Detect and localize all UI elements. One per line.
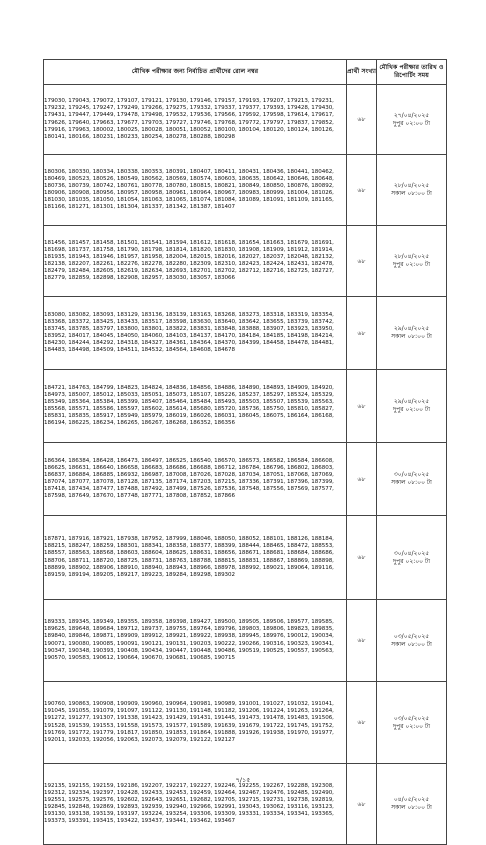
viva-date: ৩০/০৪/২০২৫ bbox=[393, 549, 430, 557]
viva-date: ২৯/০৪/২০২৫ bbox=[393, 325, 430, 332]
table-row bbox=[44, 516, 447, 600]
viva-date: ০৩/০৫/২০২৫ bbox=[393, 714, 430, 722]
viva-date: ০৪/০৫/২০২৫ bbox=[393, 796, 430, 803]
table-row bbox=[44, 226, 447, 297]
schedule-cell bbox=[377, 370, 447, 443]
reporting-time: দুপুর ০২:০০ টা bbox=[393, 557, 430, 565]
schedule-cell bbox=[377, 600, 447, 682]
roll-numbers-cell: 189333, 189345, 189349, 189355, 189358, 189398, 189427, 189500, 189505, 189506, 189577, 189585, 189625, 189648, 189684, 189712, 189737, 189755, 189764, 189796, 189803, 189806, 189823, 189835, 189840, 189846, 189871, 189909, 189912, 189921, 189922, 189938, 189945, 189976, 190012, 190034, 190071, 190080, 190085, 190091, 190121, 190131, 190203, 190222, 190266, 190316, 190323, 190341, 190347, 190348, 190393, 190408, 190434, 190447, 190448, 190486, 190519, 190525, 190557, 190563, 190570, 190583, 190612, 190664, 190670, 190681, 190685, 190715 bbox=[44, 600, 347, 682]
table-header-row bbox=[44, 60, 447, 85]
viva-date: ২৭/০৪/২০২৫ bbox=[393, 111, 430, 119]
table-row bbox=[44, 155, 447, 226]
candidate-count-cell: ৬৮ bbox=[347, 764, 377, 845]
table-row bbox=[44, 370, 447, 443]
schedule-cell bbox=[377, 155, 447, 226]
candidate-count-cell: ৬৮ bbox=[347, 516, 377, 600]
roll-numbers-cell: 183080, 183082, 183093, 183129, 183136, 183139, 183163, 183268, 183273, 183318, 183319, 183354, 183368, 183372, 183425, 183433, 183517, 183598, 183630, 183640, 183642, 183655, 183739, 183742, 183745, 183785, 183797, 183800, 183801, 183822, 183831, 183848, 183888, 183907, 183923, 183950, 183952, 184017, 184045, 184050, 184060, 184103, 184137, 184170, 184184, 184185, 184198, 184214, 184230, 184244, 184292, 184318, 184327, 184361, 184364, 184370, 184399, 184458, 184478, 184481, 184483, 184498, 184509, 184511, 184532, 184564, 184608, 184678 bbox=[44, 297, 347, 370]
schedule-cell bbox=[377, 682, 447, 764]
reporting-time: সকাল ০৮:০০ টা bbox=[391, 804, 432, 811]
roll-numbers-cell: 180306, 180330, 180334, 180338, 180353, 180391, 180407, 180411, 180431, 180436, 180441, 180462, 180469, 180523, 180526, 180549, 180562, 180569, 180574, 180603, 180635, 180642, 180646, 180648, 180736, 180739, 180742, 180761, 180778, 180780, 180815, 180821, 180849, 180850, 180876, 180892, 180906, 180908, 180956, 180957, 180958, 180961, 180964, 180967, 180983, 180999, 181004, 181026, 181030, 181035, 181050, 181054, 181063, 181065, 181074, 181084, 181089, 181091, 181109, 181165, 181166, 181271, 181301, 181304, 181337, 181342, 181387, 181407 bbox=[44, 155, 347, 226]
reporting-time: সকাল ০৮:০০ টা bbox=[391, 479, 432, 486]
schedule-cell bbox=[377, 85, 447, 155]
roll-numbers-cell: 179030, 179043, 179072, 179107, 179121, 179130, 179146, 179157, 179193, 179207, 179213, 179231, 179232, 179245, 179247, 179249, 179266, 179275, 179332, 179337, 179377, 179393, 179428, 179430, 179431, 179447, 179449, 179478, 179498, 179532, 179536, 179566, 179592, 179598, 179614, 179617, 179626, 179640, 179663, 179677, 179703, 179727, 179746, 179768, 179772, 179797, 179837, 179852, 179916, 179963, 180002, 180025, 180028, 180051, 180052, 180100, 180104, 180120, 180124, 180126, 180141, 180166, 180231, 180233, 180254, 180278, 180288, 180298 bbox=[44, 85, 347, 155]
schedule-cell bbox=[377, 297, 447, 370]
reporting-time: দুপুর ০২:০০ টা bbox=[393, 722, 430, 730]
roll-numbers-cell: 192135, 192155, 192159, 192186, 192207, 192217, 192227, 192246, 192255, 192267, 192288, 192308, 192312, 192334, 192397, 192428, 192433, 192453, 192459, 192464, 192467, 192476, 192485, 192490, 192551, 192575, 192576, 192602, 192643, 192651, 192682, 192705, 192715, 192731, 192738, 192819, 192845, 192848, 192869, 192893, 192939, 192940, 192966, 192991, 193043, 193062, 193116, 193123, 193130, 193138, 193139, 193197, 193224, 193254, 193306, 193309, 193331, 193334, 193341, 193365, 193373, 193391, 193415, 193422, 193437, 193441, 193462, 193467 bbox=[44, 764, 347, 845]
candidate-count-cell: ৬৮ bbox=[347, 370, 377, 443]
viva-date: ২৮/০৪/২০২৫ bbox=[393, 253, 430, 260]
candidate-count-cell: ৬৮ bbox=[347, 155, 377, 226]
candidate-count-cell: ৬৮ bbox=[347, 443, 377, 516]
reporting-time: দুপুর ০২:০০ টা bbox=[393, 261, 430, 268]
table-row bbox=[44, 443, 447, 516]
reporting-time: সকাল ০৮:০০ টা bbox=[391, 190, 432, 197]
candidate-count-cell: ৬৮ bbox=[347, 297, 377, 370]
schedule-column-header: মৌখিক পরীক্ষার তারিখ ও রিপোর্টিং সময় bbox=[377, 60, 447, 85]
viva-date: ০৩/০৫/২০২৫ bbox=[393, 632, 430, 640]
schedule-cell bbox=[377, 226, 447, 297]
table-body bbox=[44, 85, 447, 845]
table-row bbox=[44, 600, 447, 682]
viva-date: ৩০/০৪/২০২৫ bbox=[393, 471, 430, 478]
viva-date: ২৮/০৪/২০২৫ bbox=[393, 182, 430, 189]
roll-numbers-cell: 186364, 186384, 186428, 186473, 186497, 186525, 186540, 186570, 186573, 186582, 186584, 186608, 186625, 186631, 186640, 186658, 186683, 186686, 186688, 186712, 186784, 186796, 186802, 186803, 186837, 186884, 186885, 186932, 186987, 187008, 187026, 187028, 187034, 187051, 187068, 187069, 187074, 187077, 187078, 187128, 187135, 187174, 187203, 187215, 187336, 187391, 187396, 187399, 187418, 187434, 187477, 187488, 187492, 187499, 187526, 187536, 187548, 187556, 187569, 187577, 187598, 187649, 187670, 187748, 187771, 187808, 187852, 187866 bbox=[44, 443, 347, 516]
roll-numbers-cell: 190760, 190863, 190908, 190909, 190960, 190964, 190981, 190989, 191001, 191027, 191032, 191041, 191045, 191055, 191079, 191097, 191122, 191130, 191148, 191182, 191206, 191224, 191263, 191264, 191272, 191277, 191307, 191338, 191423, 191429, 191431, 191445, 191473, 191478, 191483, 191506, 191528, 191539, 191553, 191558, 191573, 191577, 191589, 191639, 191679, 191722, 191745, 191752, 191769, 191772, 191779, 191817, 191850, 191853, 191864, 191888, 191926, 191938, 191970, 191977, 192011, 192033, 192056, 192063, 192073, 192079, 192122, 192127 bbox=[44, 682, 347, 764]
table-row bbox=[44, 85, 447, 155]
table-row bbox=[44, 297, 447, 370]
candidate-count-cell: ৬৮ bbox=[347, 682, 377, 764]
table-row bbox=[44, 682, 447, 764]
reporting-time: দুপুর ০২:০০ টা bbox=[393, 119, 430, 127]
roll-numbers-cell: 181456, 181457, 181458, 181501, 181541, 181594, 181612, 181618, 181654, 181663, 181679, 181691, 181698, 181737, 181758, 181790, 181798, 181814, 181820, 181830, 181908, 181909, 181912, 181914, 181935, 181943, 181946, 181957, 181958, 182004, 182015, 182016, 182027, 182037, 182048, 182132, 182138, 182207, 182261, 182276, 182278, 182280, 182309, 182310, 182423, 182424, 182431, 182478, 182479, 182484, 182605, 182619, 182634, 182693, 182701, 182702, 182712, 182716, 182725, 182727, 182779, 182859, 182898, 182908, 182957, 183030, 183057, 183066 bbox=[44, 226, 347, 297]
reporting-time: সকাল ০৮:০০ টা bbox=[391, 640, 432, 648]
roll-numbers-cell: 184721, 184763, 184799, 184823, 184824, 184836, 184856, 184886, 184890, 184893, 184909, 184920, 184973, 185007, 185012, 185033, 185051, 185073, 185107, 185226, 185237, 185297, 185324, 185329, 185349, 185364, 185384, 185399, 185407, 185464, 185484, 185493, 185503, 185507, 185539, 185563, 185568, 185571, 185586, 185597, 185602, 185614, 185680, 185720, 185736, 185750, 185810, 185827, 185831, 185835, 185917, 185949, 185979, 186019, 186026, 186031, 186045, 186075, 186164, 186168, 186194, 186225, 186234, 186265, 186267, 186268, 186352, 186356 bbox=[44, 370, 347, 443]
page-number: ৭/১৫ bbox=[235, 776, 251, 784]
reporting-time: দুপুর ০২:০০ টা bbox=[393, 406, 430, 413]
count-column-header: প্রার্থী সংখ্যা bbox=[347, 60, 377, 85]
candidate-count-cell: ৬৮ bbox=[347, 226, 377, 297]
viva-date: ২৯/০৪/২০২৫ bbox=[393, 398, 430, 405]
candidate-count-cell: ৬৮ bbox=[347, 600, 377, 682]
candidate-count-cell: ৬৮ bbox=[347, 85, 377, 155]
reporting-time: সকাল ০৮:০০ টা bbox=[391, 333, 432, 340]
viva-schedule-table bbox=[43, 59, 447, 845]
schedule-cell bbox=[377, 443, 447, 516]
schedule-cell bbox=[377, 516, 447, 600]
rolls-column-header: মৌখিক পরীক্ষার জন্য নির্বাচিত প্রার্থীদের রোল নম্বর bbox=[44, 60, 347, 85]
roll-numbers-cell: 187871, 187916, 187921, 187938, 187952, 187999, 188046, 188050, 188052, 188101, 188126, 188184, 188215, 188247, 188259, 188301, 188341, 188358, 188377, 188399, 188444, 188465, 188472, 188553, 188557, 188563, 188568, 188603, 188604, 188625, 188631, 188656, 188671, 188681, 188684, 188686, 188706, 188711, 188720, 188725, 188731, 188763, 188788, 188815, 188831, 188867, 188869, 188898, 188899, 188902, 188906, 188910, 188940, 188943, 188966, 188978, 188992, 189021, 189064, 189116, 189159, 189194, 189205, 189217, 189223, 189284, 189298, 189302 bbox=[44, 516, 347, 600]
